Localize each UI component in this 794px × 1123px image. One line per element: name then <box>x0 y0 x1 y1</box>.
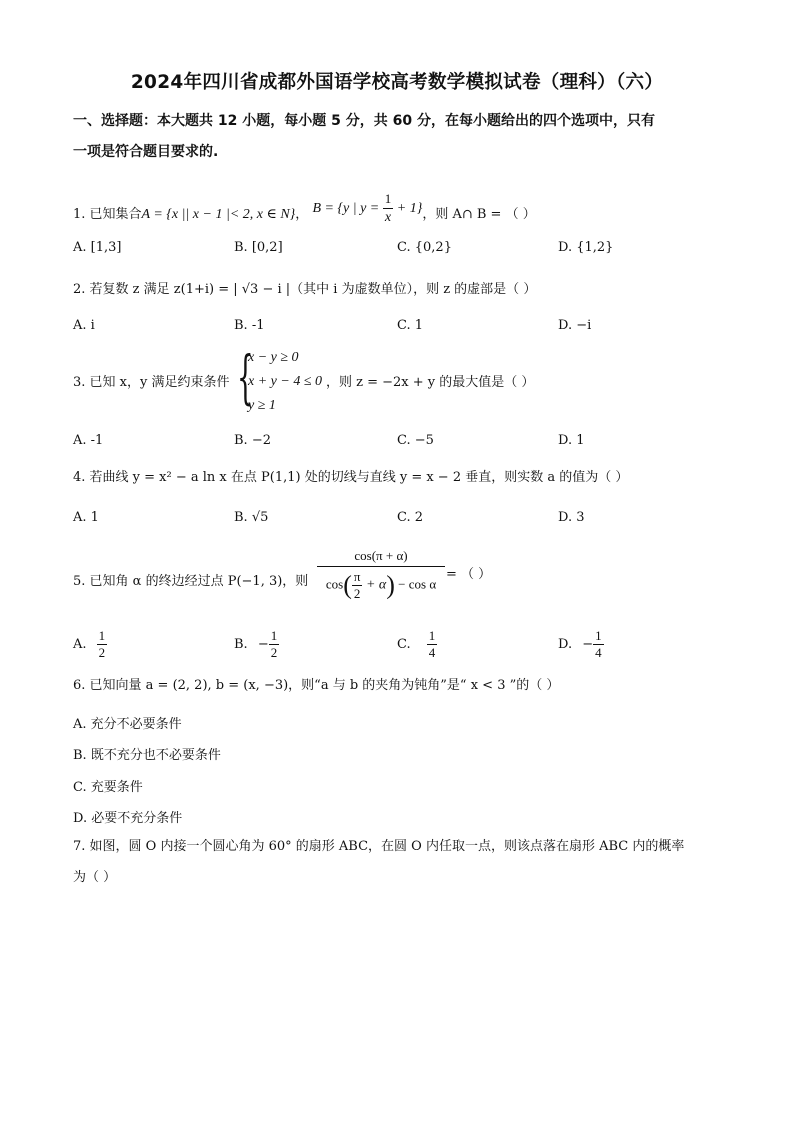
q5-fraction-numerator: cos(π + α) <box>317 548 445 567</box>
q1-option-d: D. {1,2} <box>558 240 614 255</box>
q3-option-b: B. −2 <box>234 433 271 448</box>
question-7-line2: 为（ ） <box>73 870 117 885</box>
question-1 <box>73 191 536 233</box>
section-heading-line1: 一、选择题：本大题共 12 小题，每小题 5 分，共 60 分，在每小题给出的四个选项中，只有 <box>73 113 655 129</box>
q5-stem-pre: 5. 已知角 α 的终边经过点 P(−1, 3)，则 <box>73 574 309 589</box>
q3-stem-pre: 3. 已知 x，y 满足约束条件 <box>73 375 230 390</box>
q2-option-b: B. -1 <box>234 318 265 333</box>
q1-set-b: B = {y | y = $\frac{1}{x}$ + 1} <box>312 191 423 225</box>
q1-sep: ， <box>295 207 309 222</box>
q3-constraint-2: x + y − 4 ≤ 0 <box>248 374 323 389</box>
q1-tail: ，则 A∩ B = （ ） <box>422 207 536 222</box>
q6-option-d: D. 必要不充分条件 <box>73 811 183 826</box>
q6-option-b: B. 既不充分也不必要条件 <box>73 748 221 763</box>
q3-option-c: C. −5 <box>397 433 434 448</box>
question-6: 6. 已知向量 a = (2, 2), b = (x, −3)，则“a 与 b 的夹角为钝角”是“ x < 3 ”的（ ） <box>73 678 560 693</box>
q3-brace: { <box>237 343 254 411</box>
q5-stem-post: = （ ） <box>446 567 492 582</box>
q1-fraction: $\frac{1}{x}$ <box>384 191 392 225</box>
q5-option-c: C. $\frac{1}{4}$ <box>397 628 436 660</box>
section-heading-line2: 一项是符合题目要求的. <box>73 144 219 160</box>
q3-constraint-1: x − y ≥ 0 <box>248 350 299 365</box>
q6-option-c: C. 充要条件 <box>73 780 143 795</box>
question-7-line1: 7. 如图，圆 O 内接一个圆心角为 60° 的扇形 ABC，在圆 O 内任取一点，则该点落在扇形 ABC 内的概率 <box>73 839 685 854</box>
question-4: 4. 若曲线 y = x² − a ln x 在点 P(1,1) 处的切线与直线 y = x − 2 垂直，则实数 a 的值为（ ） <box>73 470 629 485</box>
q3-constraint-3: y ≥ 1 <box>248 398 276 413</box>
q2-option-a: A. i <box>73 318 95 333</box>
q4-option-c: C. 2 <box>397 510 424 525</box>
q3-option-a: A. -1 <box>73 433 104 448</box>
q5-fraction <box>317 548 445 602</box>
q5-option-b: B. − $\frac{1}{2}$ <box>234 628 278 660</box>
question-2: 2. 若复数 z 满足 z(1+i) = | √3 − i |（其中 i 为虚数单位），则 z 的虚部是（ ） <box>73 282 537 297</box>
q1-stem: 1. 已知集合 <box>73 207 142 222</box>
q2-option-c: C. 1 <box>397 318 424 333</box>
q5-option-a: A. $\frac{1}{2}$ <box>73 628 106 660</box>
q6-option-a: A. 充分不必要条件 <box>73 717 182 732</box>
q4-option-b: B. √5 <box>234 510 269 525</box>
q5-fraction-denominator: cos( $\frac{\pi}{2}$ + α) − cos α <box>325 569 437 601</box>
q5-option-d: D. − $\frac{1}{4}$ <box>558 628 602 660</box>
q4-option-d: D. 3 <box>558 510 585 525</box>
q1-set-a: A = {x || x − 1 |< 2, x ∈ N} <box>141 207 296 222</box>
q3-option-d: D. 1 <box>558 433 585 448</box>
page-title: 2024年四川省成都外国语学校高考数学模拟试卷（理科）（六） <box>130 72 664 93</box>
q2-option-d: D. −i <box>558 318 592 333</box>
q1-option-c: C. {0,2} <box>397 240 452 255</box>
q3-stem-post: ，则 z = −2x + y 的最大值是（ ） <box>326 375 535 390</box>
q1-option-b: B. [0,2] <box>234 240 283 255</box>
q4-option-a: A. 1 <box>73 510 99 525</box>
q1-option-a: A. [1,3] <box>73 240 122 255</box>
